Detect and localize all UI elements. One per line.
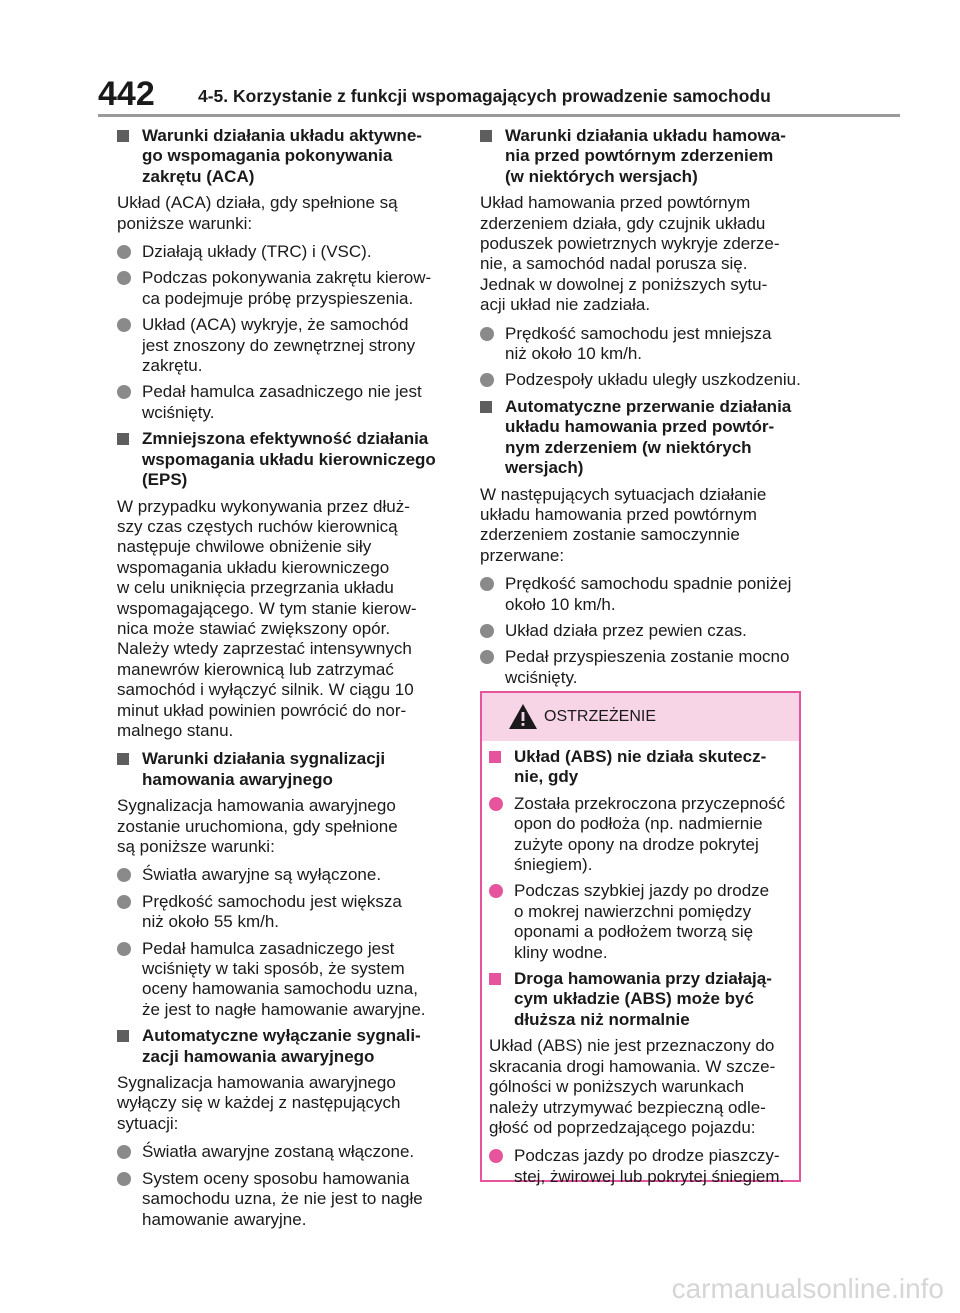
round-bullet-icon bbox=[489, 884, 503, 898]
text-line: przerwane: bbox=[480, 545, 565, 565]
text-line: niż około 10 km/h. bbox=[505, 344, 643, 364]
text-line: oponami a podłożem tworzą się bbox=[514, 922, 754, 942]
text-line: Światła awaryjne są wyłączone. bbox=[142, 865, 382, 885]
section-heading bbox=[117, 126, 455, 187]
bullet-text bbox=[142, 939, 455, 1021]
round-bullet-icon bbox=[480, 577, 494, 591]
bullet-text bbox=[142, 242, 455, 262]
cancel-bullet-list bbox=[480, 574, 802, 688]
watermark: carmanualsonline.info bbox=[671, 1273, 944, 1304]
warning-body bbox=[489, 747, 793, 1193]
auto-off-intro bbox=[117, 1073, 455, 1134]
round-bullet-icon bbox=[489, 1149, 503, 1163]
bullet-item bbox=[117, 892, 455, 933]
text-line: wciśnięty. bbox=[142, 402, 215, 422]
text-line: Należy wtedy zaprzestać intensywnych bbox=[117, 639, 412, 659]
text-line: opon do podłoża (np. nadmiernie bbox=[514, 814, 763, 834]
text-line: wciśnięty. bbox=[505, 667, 578, 687]
square-bullet-icon bbox=[117, 433, 129, 445]
round-bullet-icon bbox=[117, 385, 131, 399]
text-line: Warunki działania sygnalizacji bbox=[142, 749, 386, 769]
text-line: Działają układy (TRC) i (VSC). bbox=[142, 242, 372, 262]
auto-off-bullet-list bbox=[117, 1142, 455, 1230]
warning-box bbox=[480, 691, 801, 1186]
text-line: go wspomagania pokonywania bbox=[142, 146, 393, 166]
text-line: nica może stawiać zwiększony opór. bbox=[117, 618, 391, 638]
aca-heading bbox=[142, 126, 455, 187]
brake-bullet-list bbox=[480, 324, 802, 391]
text-line: wersjach) bbox=[505, 458, 584, 478]
square-bullet-icon bbox=[117, 130, 129, 142]
chapter-title: 4-5. Korzystanie z funkcji wspomagających prowadzenie samochodu bbox=[198, 86, 771, 106]
text-line: zakrętu. bbox=[142, 356, 203, 376]
text-line: zacji hamowania awaryjnego bbox=[142, 1046, 375, 1066]
bullet-text bbox=[505, 370, 802, 390]
section-heading bbox=[489, 747, 793, 788]
text-line: nym zderzeniem (w niektórych bbox=[505, 437, 752, 457]
bullet-item bbox=[480, 324, 802, 365]
brake-heading bbox=[505, 126, 802, 187]
square-bullet-icon bbox=[117, 1030, 129, 1042]
warning-title: OSTRZEŻENIE bbox=[544, 708, 657, 725]
text-line: poniższe warunki: bbox=[117, 213, 253, 233]
bullet-item bbox=[117, 1169, 455, 1230]
text-line: Zmniejszona efektywność działania bbox=[142, 429, 429, 449]
bullet-item bbox=[489, 794, 793, 876]
text-line: zderzeniem działa, gdy czujnik układu bbox=[480, 213, 766, 233]
text-line: oceny hamowania samochodu uzna, bbox=[142, 979, 418, 999]
round-bullet-icon bbox=[480, 327, 494, 341]
warning-header bbox=[482, 693, 799, 741]
text-line: wciśnięty w taki sposób, że system bbox=[142, 959, 405, 979]
text-line: Sygnalizacja hamowania awaryjnego bbox=[117, 1073, 396, 1093]
header-rule bbox=[98, 114, 900, 117]
text-line: głość od poprzedzającego pojazdu: bbox=[489, 1117, 756, 1137]
text-line: zderzeniem zostanie samoczynnie bbox=[480, 525, 740, 545]
bullet-text bbox=[514, 881, 793, 963]
text-line: Automatyczne wyłączanie sygnali- bbox=[142, 1026, 421, 1046]
text-line: wspomagającego. W tym stanie kierow- bbox=[117, 598, 417, 618]
text-line: Podczas jazdy po drodze piaszczy- bbox=[514, 1146, 780, 1166]
text-line: wyłączy się w każdej z następujących bbox=[117, 1093, 401, 1113]
eps-text bbox=[117, 497, 455, 742]
round-bullet-icon bbox=[117, 271, 131, 285]
text-line: kliny wodne. bbox=[514, 942, 608, 962]
bullet-text bbox=[142, 1169, 455, 1230]
text-line: Sygnalizacja hamowania awaryjnego bbox=[117, 796, 396, 816]
warning-triangle-icon bbox=[508, 703, 538, 730]
bullet-item bbox=[117, 315, 455, 376]
section-heading bbox=[117, 749, 455, 790]
text-line: Podczas pokonywania zakrętu kierow- bbox=[142, 268, 432, 288]
aca-intro bbox=[117, 193, 455, 234]
page-header bbox=[98, 74, 900, 114]
eps-heading bbox=[142, 429, 455, 490]
text-line: że jest to nagłe hamowanie awaryjne. bbox=[142, 999, 426, 1019]
text-line: należy utrzymywać bezpieczną odle- bbox=[489, 1097, 766, 1117]
text-line: jest znoszony do zewnętrznej strony bbox=[142, 335, 416, 355]
text-line: stej, żwirowej lub pokrytej śniegiem. bbox=[514, 1166, 785, 1186]
text-line: układu hamowania przed powtór- bbox=[505, 417, 775, 437]
text-line: Podczas szybkiej jazdy po drodze bbox=[514, 881, 770, 901]
signal-bullet-list bbox=[117, 865, 455, 1020]
text-line: hamowanie awaryjne. bbox=[142, 1209, 307, 1229]
section-heading bbox=[117, 1026, 455, 1067]
distance-bullet-list bbox=[489, 1146, 793, 1187]
text-line: Pedał przyspieszenia zostanie mocno bbox=[505, 647, 790, 667]
text-line: malnego stanu. bbox=[117, 720, 234, 740]
cancel-heading bbox=[505, 397, 802, 479]
bullet-text bbox=[514, 1146, 793, 1187]
text-line: Światła awaryjne zostaną włączone. bbox=[142, 1142, 415, 1162]
text-line: szy czas częstych ruchów kierownicą bbox=[117, 516, 398, 536]
abs-bullet-list bbox=[489, 794, 793, 963]
bullet-text bbox=[505, 574, 802, 615]
text-line: są poniższe warunki: bbox=[117, 837, 275, 856]
text-line: sytuacji: bbox=[117, 1113, 179, 1133]
bullet-text bbox=[142, 865, 455, 885]
round-bullet-icon bbox=[117, 942, 131, 956]
bullet-text bbox=[505, 621, 802, 641]
brake-intro bbox=[480, 193, 802, 315]
text-line: Układ (ACA) działa, gdy spełnione są bbox=[117, 193, 398, 213]
bullet-text bbox=[142, 382, 455, 423]
text-line: wspomagania układu kierowniczego bbox=[142, 449, 436, 469]
text-line: minut układ powinien powrócić do nor- bbox=[117, 700, 407, 720]
text-line: nie, gdy bbox=[514, 767, 579, 787]
text-line: w celu uniknięcia przegrzania układu bbox=[117, 578, 394, 598]
abs-heading bbox=[514, 747, 793, 788]
text-line: zużyte opony na drodze pokrytej bbox=[514, 834, 759, 854]
square-bullet-icon bbox=[117, 753, 129, 765]
round-bullet-icon bbox=[117, 1145, 131, 1159]
distance-heading bbox=[514, 969, 793, 1030]
bullet-item bbox=[480, 370, 802, 390]
round-bullet-icon bbox=[117, 1172, 131, 1186]
square-bullet-icon bbox=[480, 401, 492, 413]
text-line: samochód i wyłączyć silnik. W ciągu 10 bbox=[117, 680, 414, 700]
bullet-item bbox=[117, 939, 455, 1021]
round-bullet-icon bbox=[480, 624, 494, 638]
text-line: cym układzie (ABS) może być bbox=[514, 989, 754, 1009]
round-bullet-icon bbox=[480, 373, 494, 387]
bullet-item bbox=[117, 865, 455, 885]
bullet-item bbox=[480, 647, 802, 688]
bullet-text bbox=[514, 794, 793, 876]
text-line: Droga hamowania przy działają- bbox=[514, 969, 772, 989]
text-line: gólności w poniższych warunkach bbox=[489, 1077, 745, 1097]
text-line: skracania drogi hamowania. W szcze- bbox=[489, 1056, 776, 1076]
bullet-text bbox=[505, 647, 802, 688]
text-line: samochodu uzna, że nie jest to nagłe bbox=[142, 1189, 423, 1209]
text-line: Pedał hamulca zasadniczego jest bbox=[142, 938, 395, 958]
text-line: około 10 km/h. bbox=[505, 594, 616, 614]
text-line: Prędkość samochodu spadnie poniżej bbox=[505, 574, 792, 594]
aca-bullet-list bbox=[117, 242, 455, 423]
text-line: ca podejmuje próbę przyspieszenia. bbox=[142, 288, 414, 308]
text-line: niż około 55 km/h. bbox=[142, 912, 280, 932]
bullet-item bbox=[480, 621, 802, 641]
round-bullet-icon bbox=[480, 650, 494, 664]
text-line: W przypadku wykonywania przez dłuż- bbox=[117, 496, 410, 516]
text-line: zakrętu (ACA) bbox=[142, 166, 255, 186]
text-line: Układ (ABS) nie działa skutecz- bbox=[514, 747, 767, 766]
bullet-item bbox=[489, 881, 793, 963]
bullet-item bbox=[117, 268, 455, 309]
left-column bbox=[117, 126, 455, 1236]
signal-heading bbox=[142, 749, 455, 790]
text-line: nia przed powtórnym zderzeniem bbox=[505, 146, 774, 166]
bullet-text bbox=[142, 892, 455, 933]
text-line: Podzespoły układu uległy uszkodzeniu. bbox=[505, 370, 801, 390]
round-bullet-icon bbox=[117, 318, 131, 332]
text-line: zostanie uruchomiona, gdy spełnione bbox=[117, 816, 398, 836]
text-line: Jednak w dowolnej z poniższych sytu- bbox=[480, 274, 768, 294]
bullet-item bbox=[489, 1146, 793, 1187]
text-line: Warunki działania układu aktywne- bbox=[142, 126, 422, 145]
text-line: (EPS) bbox=[142, 470, 188, 490]
text-line: Warunki działania układu hamowa- bbox=[505, 126, 786, 145]
text-line: Prędkość samochodu jest mniejsza bbox=[505, 323, 772, 343]
cancel-intro bbox=[480, 485, 802, 567]
signal-intro bbox=[117, 796, 455, 857]
text-line: Układ działa przez pewien czas. bbox=[505, 620, 747, 640]
section-heading bbox=[480, 397, 802, 479]
text-line: dłuższa niż normalnie bbox=[514, 1009, 690, 1029]
square-bullet-icon bbox=[489, 751, 501, 763]
text-line: Pedał hamulca zasadniczego nie jest bbox=[142, 382, 422, 402]
text-line: śniegiem). bbox=[514, 855, 593, 875]
text-line: poduszek powietrznych wykryje zderze- bbox=[480, 234, 780, 254]
text-line: Układ (ABS) nie jest przeznaczony do bbox=[489, 1036, 775, 1056]
text-line: Układ (ACA) wykryje, że samochód bbox=[142, 315, 409, 335]
round-bullet-icon bbox=[489, 797, 503, 811]
text-line: Została przekroczona przyczepność bbox=[514, 793, 786, 813]
section-heading bbox=[489, 969, 793, 1030]
text-line: nie, a samochód nadal porusza się. bbox=[480, 254, 748, 274]
round-bullet-icon bbox=[117, 895, 131, 909]
text-line: następuje chwilowe obniżenie siły bbox=[117, 537, 372, 557]
text-line: układu hamowania przed powtórnym bbox=[480, 504, 757, 524]
text-line: Układ hamowania przed powtórnym bbox=[480, 193, 751, 213]
page-number: 442 bbox=[98, 75, 155, 113]
text-line: acji układ nie zadziała. bbox=[480, 295, 651, 315]
text-line: wspomagania układu kierowniczego bbox=[117, 557, 390, 577]
text-line: W następujących sytuacjach działanie bbox=[480, 484, 767, 504]
text-line: System oceny sposobu hamowania bbox=[142, 1168, 410, 1188]
bullet-text bbox=[505, 324, 802, 365]
bullet-item bbox=[117, 242, 455, 262]
distance-text bbox=[489, 1036, 793, 1138]
bullet-item bbox=[117, 382, 455, 423]
round-bullet-icon bbox=[117, 868, 131, 882]
section-heading bbox=[117, 429, 455, 490]
right-column bbox=[480, 126, 802, 694]
bullet-text bbox=[142, 315, 455, 376]
text-line: Prędkość samochodu jest większa bbox=[142, 891, 402, 911]
square-bullet-icon bbox=[489, 973, 501, 985]
auto-off-heading bbox=[142, 1026, 455, 1067]
text-line: o mokrej nawierzchni pomiędzy bbox=[514, 901, 752, 921]
square-bullet-icon bbox=[480, 130, 492, 142]
text-line: (w niektórych wersjach) bbox=[505, 166, 698, 186]
text-line: hamowania awaryjnego bbox=[142, 769, 333, 789]
text-line: manewrów kierownicą lub zatrzymać bbox=[117, 659, 394, 679]
text-line: Automatyczne przerwanie działania bbox=[505, 396, 792, 416]
bullet-text bbox=[142, 1142, 455, 1162]
bullet-text bbox=[142, 268, 455, 309]
round-bullet-icon bbox=[117, 245, 131, 259]
bullet-item bbox=[480, 574, 802, 615]
section-heading bbox=[480, 126, 802, 187]
bullet-item bbox=[117, 1142, 455, 1162]
